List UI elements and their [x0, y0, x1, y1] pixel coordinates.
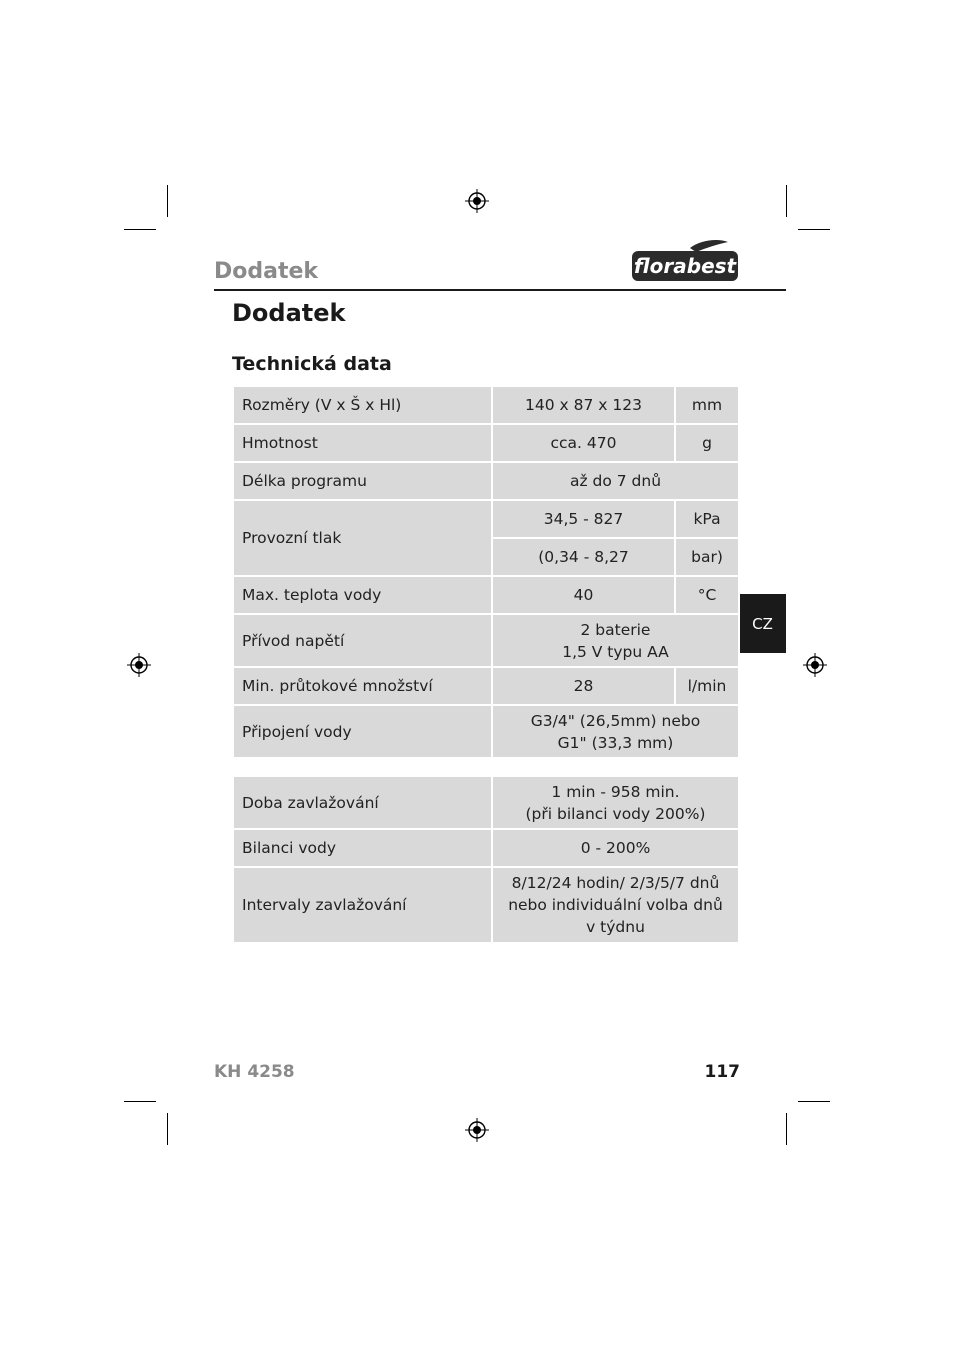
value-line: G3/4" (26,5mm) nebo — [530, 711, 701, 730]
row-value: cca. 470 — [492, 424, 675, 462]
row-label: Intervaly zavlažování — [233, 867, 492, 943]
row-value: 28 — [492, 667, 675, 705]
table-row — [233, 424, 739, 462]
row-unit: g — [675, 424, 739, 462]
logo-text: florabest — [633, 254, 737, 278]
row-label: Doba zavlažování — [233, 776, 492, 829]
row-value: až do 7 dnů — [492, 462, 739, 500]
page-number: 117 — [704, 1062, 740, 1082]
crop-mark — [798, 1101, 830, 1102]
value-line: 8/12/24 hodin/ 2/3/5/7 dnů — [511, 874, 720, 892]
table-row — [233, 776, 739, 829]
row-value — [492, 776, 739, 829]
section-title: Technická data — [232, 353, 392, 375]
row-value — [492, 867, 739, 943]
header-section-title: Dodatek — [214, 259, 319, 284]
row-value — [492, 705, 739, 758]
table-row — [233, 614, 739, 667]
value-line: 1 min - 958 min. — [551, 782, 680, 801]
row-label: Min. průtokové množství — [233, 667, 492, 705]
row-label: Přívod napětí — [233, 614, 492, 667]
tech-data-table — [232, 385, 740, 759]
table-row — [233, 462, 739, 500]
crop-mark — [786, 185, 787, 217]
value-line: G1" (33,3 mm) — [557, 733, 674, 752]
crop-mark — [786, 1113, 787, 1145]
row-label: Hmotnost — [233, 424, 492, 462]
page-title: Dodatek — [232, 299, 346, 327]
row-value: 34,5 - 827 — [492, 500, 675, 538]
value-line: 1,5 V typu AA — [562, 642, 669, 661]
row-unit: °C — [675, 576, 739, 614]
irrigation-table — [232, 775, 740, 944]
row-value: 140 x 87 x 123 — [492, 386, 675, 424]
row-label: Provozní tlak — [233, 500, 492, 576]
row-unit: l/min — [675, 667, 739, 705]
crop-mark — [167, 1113, 168, 1145]
footer-model: KH 4258 — [214, 1062, 295, 1082]
value-line: nebo individuální volba dnů — [508, 896, 723, 914]
value-line: 2 baterie — [580, 620, 651, 639]
row-unit: mm — [675, 386, 739, 424]
row-label: Rozměry (V x Š x Hl) — [233, 386, 492, 424]
table-row — [233, 705, 739, 758]
row-label: Bilanci vody — [233, 829, 492, 867]
header-rule — [214, 289, 786, 291]
row-value — [492, 614, 739, 667]
registration-mark-icon — [803, 653, 827, 677]
registration-mark-icon — [465, 1118, 489, 1142]
row-value: 0 - 200% — [492, 829, 739, 867]
table-row — [233, 576, 739, 614]
row-unit: kPa — [675, 500, 739, 538]
language-tab: CZ — [739, 594, 786, 653]
table-row — [233, 867, 739, 943]
row-label: Max. teplota vody — [233, 576, 492, 614]
row-label: Připojení vody — [233, 705, 492, 758]
table-row — [233, 386, 739, 424]
row-value: 40 — [492, 576, 675, 614]
table-row — [233, 500, 739, 538]
crop-mark — [124, 229, 156, 230]
row-value: (0,34 - 8,27 — [492, 538, 675, 576]
row-label: Délka programu — [233, 462, 492, 500]
crop-mark — [167, 185, 168, 217]
value-line: (při bilanci vody 200%) — [525, 804, 706, 823]
crop-mark — [798, 229, 830, 230]
table-row — [233, 667, 739, 705]
registration-mark-icon — [127, 653, 151, 677]
florabest-logo — [630, 238, 740, 284]
row-unit: bar) — [675, 538, 739, 576]
registration-mark-icon — [465, 189, 489, 213]
table-row — [233, 829, 739, 867]
crop-mark — [124, 1101, 156, 1102]
value-line: v týdnu — [586, 918, 645, 936]
